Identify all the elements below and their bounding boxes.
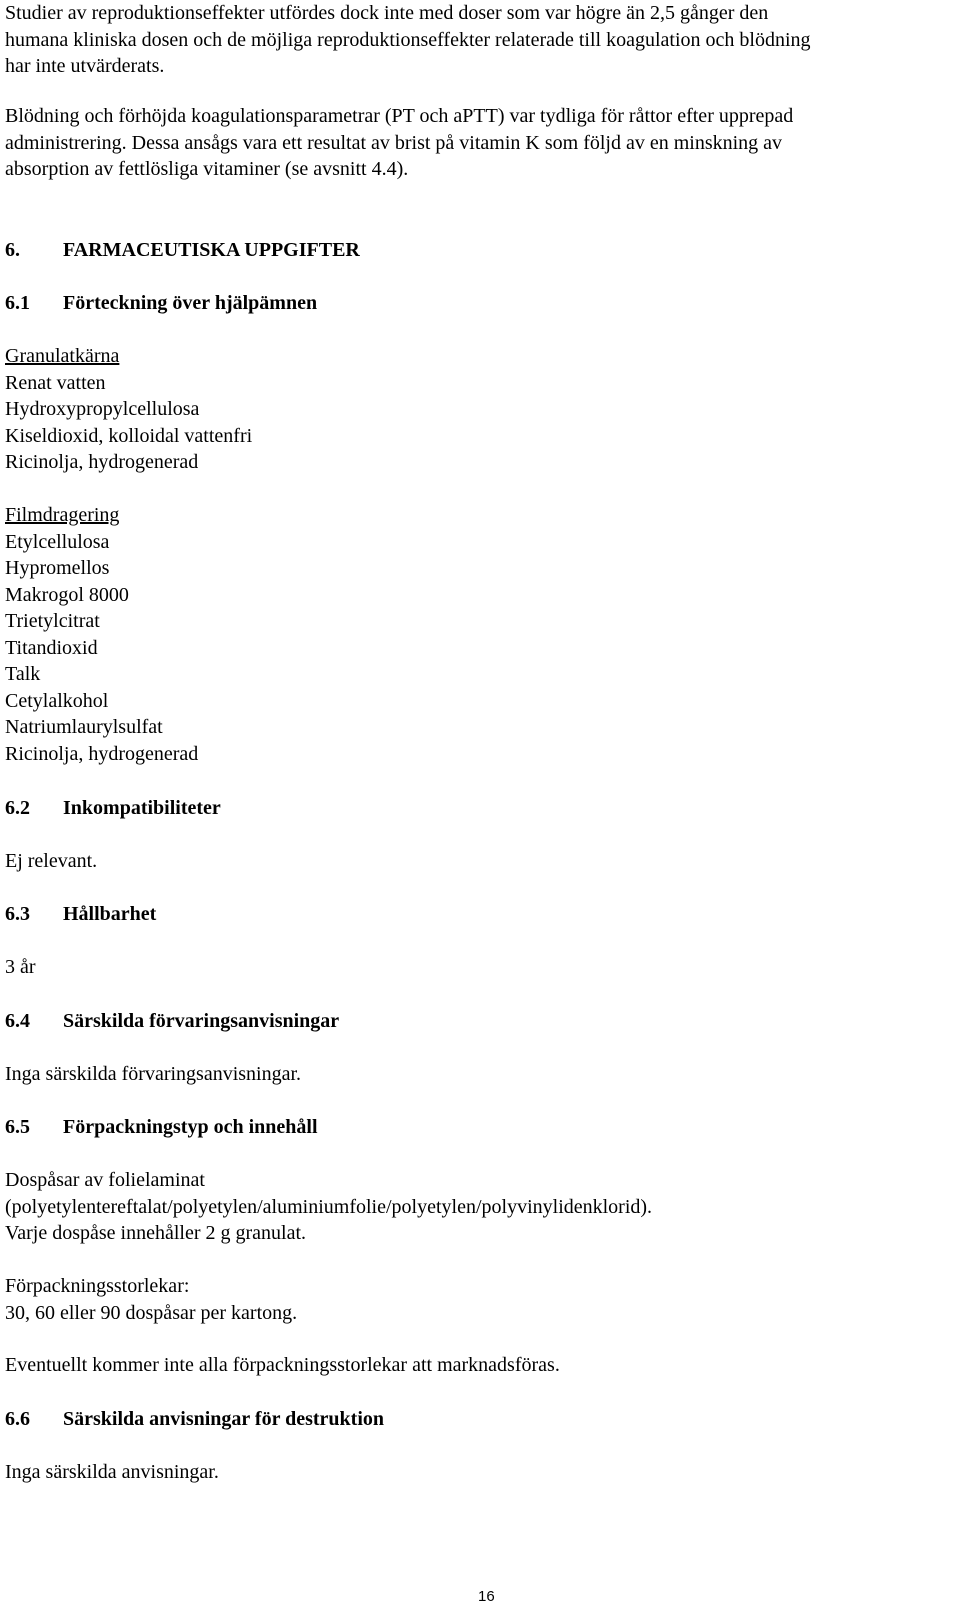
text-line: Dospåsar av folielaminat [5,1169,205,1191]
list-item: Renat vatten [5,371,106,394]
intro-paragraph-2 [5,103,793,183]
text-line: har inte utvärderats. [5,55,165,77]
list-item: Kiseldioxid, kolloidal vattenfri [5,424,253,447]
text-line: Blödning och förhöjda koagulationsparametrar (PT och aPTT) var tydliga för råttor efter upprepad [5,105,794,127]
section-6-6-text: Inga särskilda anvisningar. [5,1461,219,1483]
list-item: Talk [5,663,41,685]
section-6-4-heading: 6.4 Särskilda förvaringsanvisningar [5,1010,340,1032]
excipients-core-list [5,343,252,476]
section-6-5-paragraph-3: Eventuellt kommer inte alla förpackningsstorlekar att marknadsföras. [5,1354,560,1376]
text-line: administrering. Dessa ansågs vara ett resultat av brist på vitamin K som följd av en minskning av [5,131,783,154]
page-number: 16 [478,1588,495,1605]
list-item: Natriumlaurylsulfat [5,716,163,738]
section-6-5-paragraph-1 [5,1167,652,1247]
list-item: Makrogol 8000 [5,583,129,606]
group-title: Filmdragering [5,504,120,526]
text-line: humana kliniska dosen och de möjliga reproduktionseffekter relaterade till koagulation och blödning [5,28,811,51]
list-item: Trietylcitrat [5,610,100,632]
list-item: Hypromellos [5,557,110,579]
section-6-3-heading: 6.3 Hållbarhet [5,903,157,925]
section-6-4-text: Inga särskilda förvaringsanvisningar. [5,1063,302,1085]
section-6-heading: 6. FARMACEUTISKA UPPGIFTER [5,239,360,261]
list-item: Cetylalkohol [5,689,109,712]
list-item: Ricinolja, hydrogenerad [5,451,199,473]
text-line: Varje dospåse innehåller 2 g granulat. [5,1222,307,1244]
section-6-5-paragraph-2 [5,1273,297,1326]
section-6-2-heading: 6.2 Inkompatibiliteter [5,797,221,819]
section-6-5-heading: 6.5 Förpackningstyp och innehåll [5,1116,318,1138]
text-line: Studier av reproduktionseffekter utfördes dock inte med doser som var högre än 2,5 gånger den [5,2,769,24]
section-6-2-text: Ej relevant. [5,850,98,872]
list-item: Ricinolja, hydrogenerad [5,742,199,765]
text-line: 30, 60 eller 90 dospåsar per kartong. [5,1301,298,1324]
text-line: (polyetylentereftalat/polyetylen/aluminiumfolie/polyetylen/polyvinylidenklorid). [5,1195,653,1218]
intro-paragraph-1 [5,0,811,80]
group-title: Granulatkärna [5,345,120,367]
section-6-3-text: 3 år [5,956,36,978]
list-item: Titandioxid [5,636,98,659]
text-line: Förpackningsstorlekar: [5,1275,190,1297]
list-item: Etylcellulosa [5,530,110,553]
excipients-coating-list [5,502,198,767]
section-6-6-heading: 6.6 Särskilda anvisningar för destruktion [5,1408,385,1430]
section-6-1-heading: 6.1 Förteckning över hjälpämnen [5,292,318,314]
list-item: Hydroxypropylcellulosa [5,398,200,420]
text-line: absorption av fettlösliga vitaminer (se avsnitt 4.4). [5,158,409,180]
